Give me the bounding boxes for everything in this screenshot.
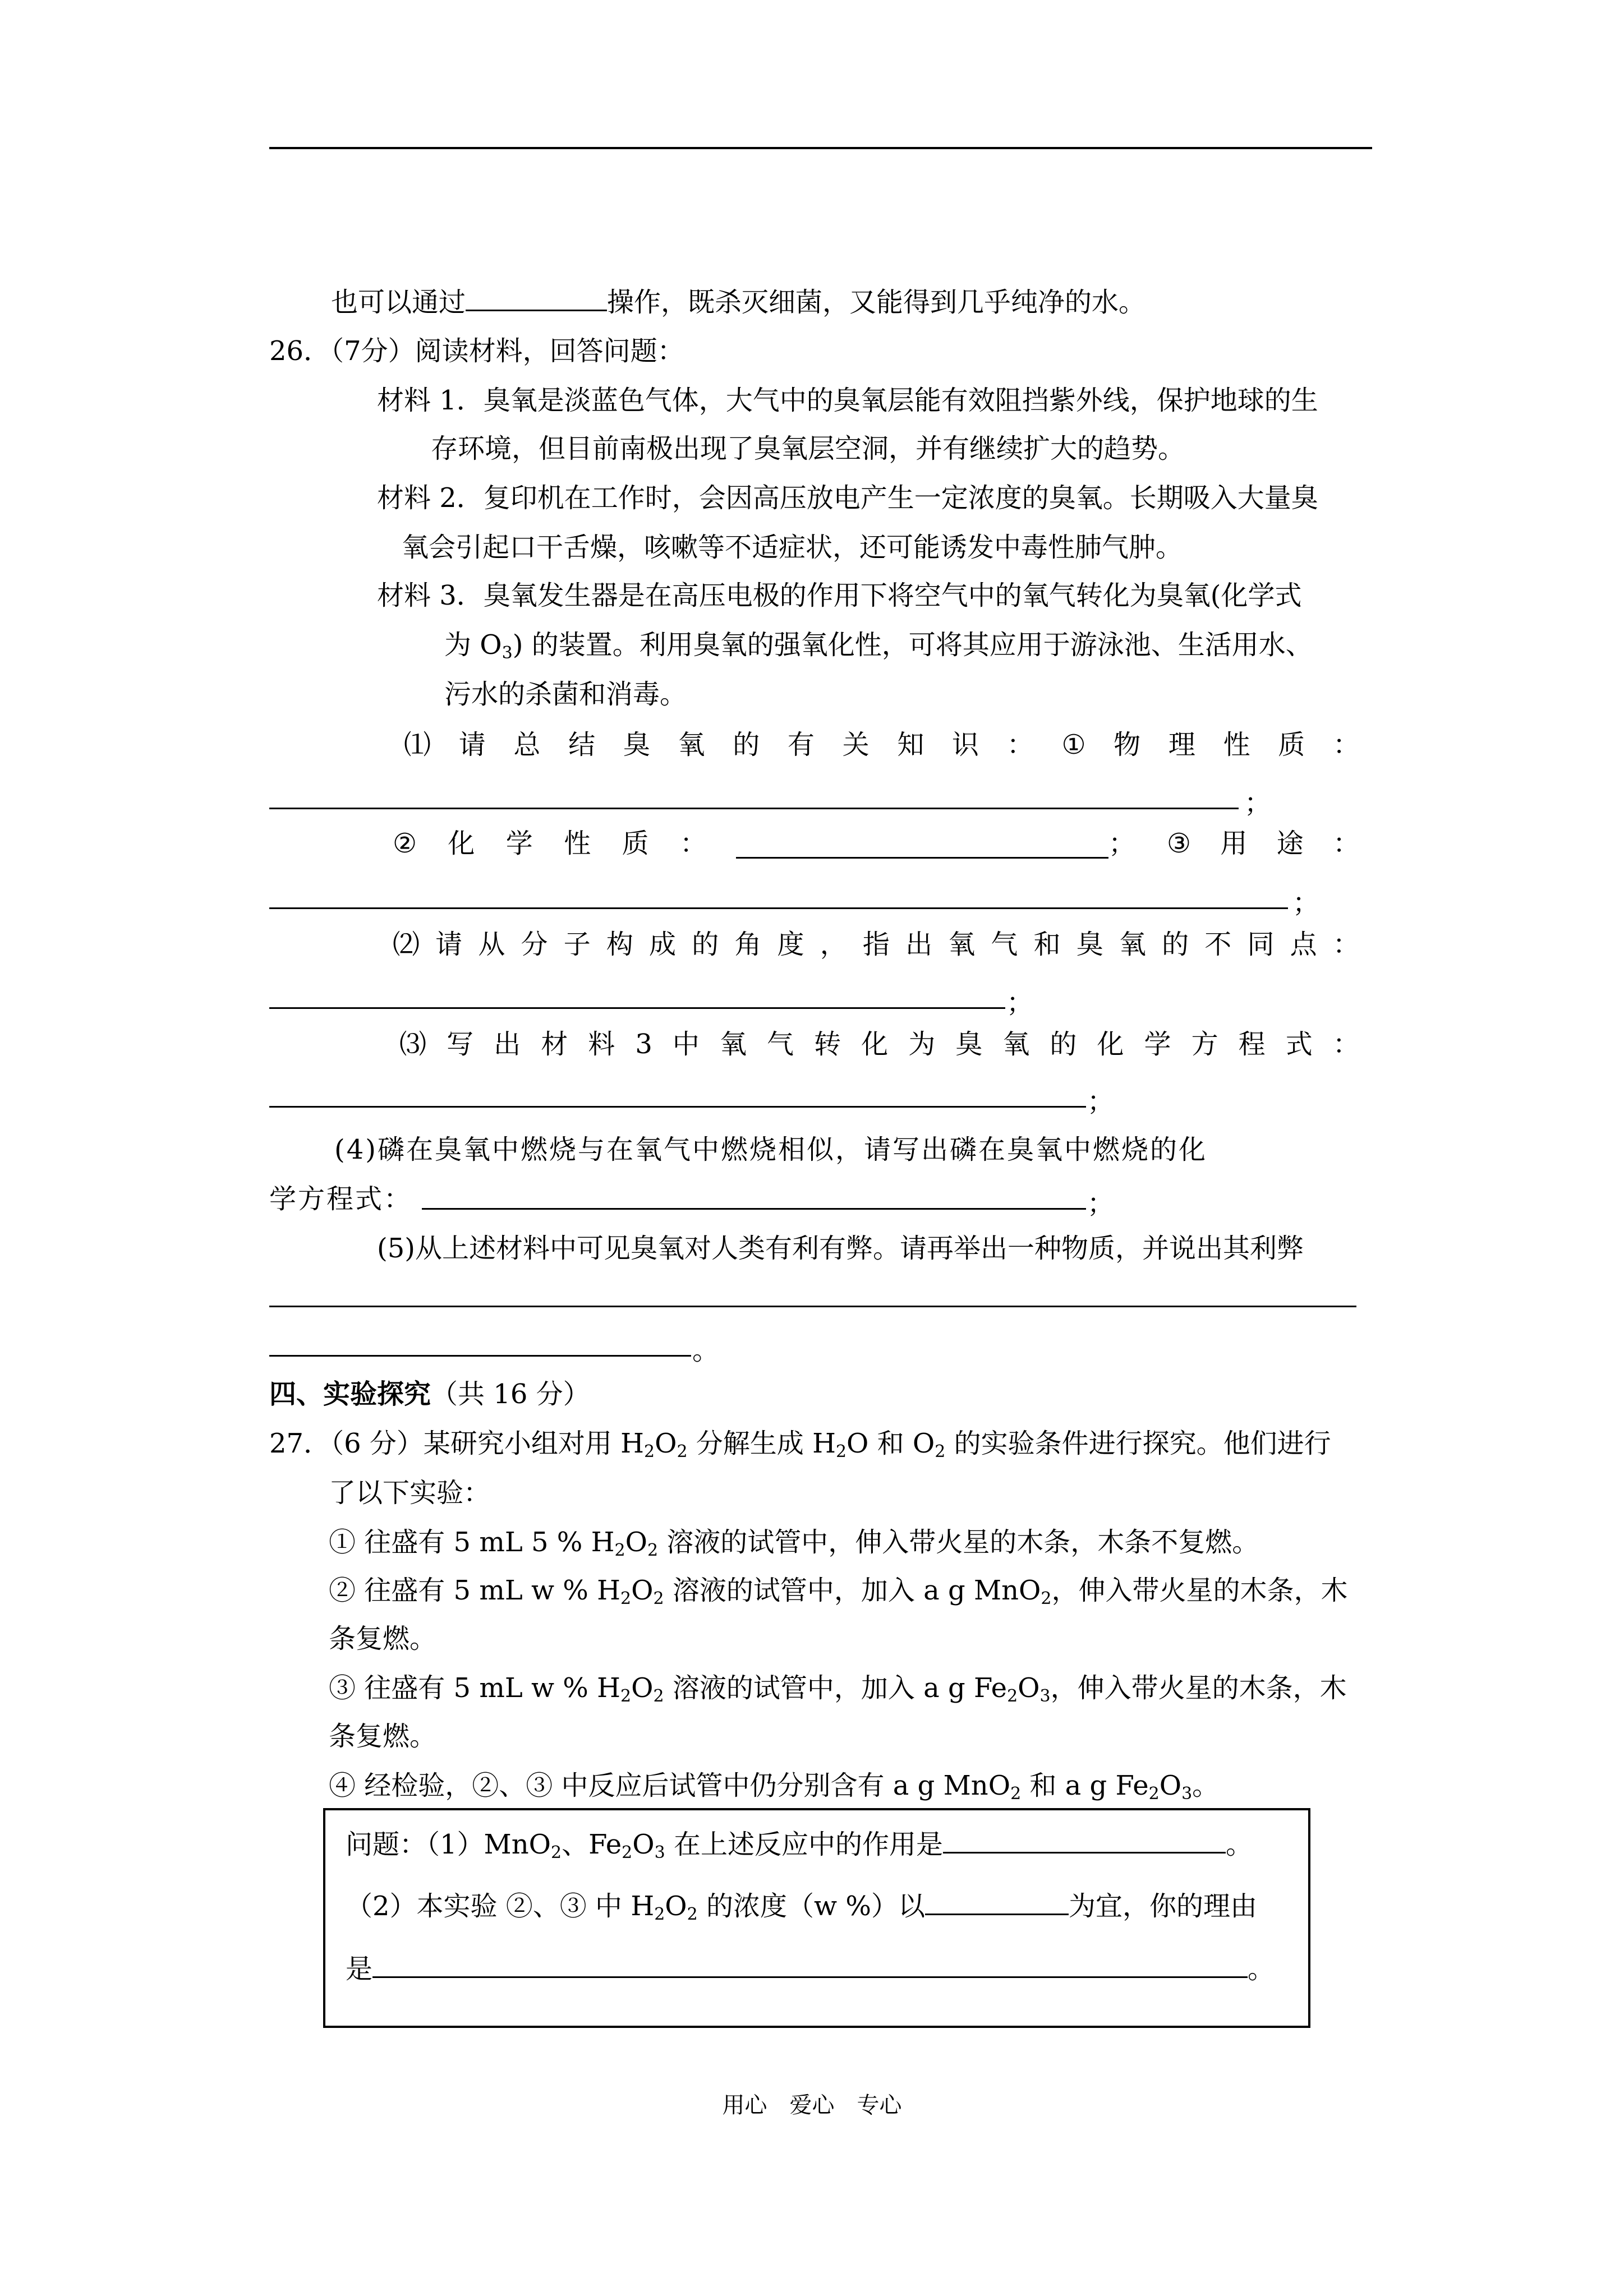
answer-line[interactable] [269, 808, 1239, 809]
text: 操作，既杀灭细菌，又能得到几乎纯净的水。 [607, 287, 1146, 318]
char: ： [1006, 729, 1034, 760]
char: 指 [862, 929, 890, 960]
char: ： [1332, 1029, 1360, 1060]
sub-question-1 [404, 729, 1360, 760]
char: 识 [952, 729, 979, 760]
char: 途 [1276, 828, 1304, 859]
char: 氧 [1119, 929, 1146, 960]
char: ： [1332, 729, 1360, 760]
material-1-line-2: 存环境，但目前南极出现了臭氧层空洞，并有继续扩大的趋势。 [431, 433, 1185, 464]
material-3-line-3: 污水的杀菌和消毒。 [444, 679, 687, 710]
char: 的 [733, 729, 760, 760]
char: 学 [1144, 1029, 1171, 1060]
char: 氧 [678, 729, 705, 760]
box-question-2-cont: 是 。 [346, 1952, 1275, 1985]
answer-line[interactable] [269, 907, 1288, 909]
char: 学 [505, 828, 533, 859]
char: 的 [1050, 1029, 1077, 1060]
char: 化 [861, 1029, 889, 1060]
char: 从 [478, 929, 505, 960]
char: 氧 [719, 1029, 747, 1060]
char: ， [820, 929, 847, 960]
char: 理 [1168, 729, 1195, 760]
char: 氧 [948, 929, 976, 960]
char: 3 [635, 1029, 652, 1060]
answer-line[interactable] [269, 1306, 1356, 1307]
char: 氧 [1002, 1029, 1030, 1060]
material-1-line-1: 材料 1．臭氧是淡蓝色气体，大气中的臭氧层能有效阻挡紫外线，保护地球的生 [377, 385, 1318, 416]
char: 转 [814, 1029, 841, 1060]
char: 性 [564, 828, 591, 859]
answer-blank[interactable] [466, 285, 607, 311]
material-2-line-2: 氧会引起口干舌燥，咳嗽等不适症状，还可能诱发中毒性肺气肿。 [402, 532, 1183, 563]
char: 分 [521, 929, 548, 960]
box-question-2: （2）本实验 ②、③ 中 $H_2O_2$ 的浓度（w %）以 为宜，你的理由 [346, 1889, 1257, 1922]
char: 角 [734, 929, 762, 960]
char: 成 [649, 929, 677, 960]
answer-line[interactable] [422, 1208, 1086, 1210]
char: 化 [1097, 1029, 1124, 1060]
semicolon: ； [1108, 828, 1136, 859]
char: ： [1332, 929, 1360, 960]
semicolon: ； [1244, 787, 1272, 819]
answer-blank[interactable] [372, 1952, 1248, 1978]
experiment-4: ④ 经检验，②、③ 中反应后试管中仍分别含有 a g MnO$_2$ 和 a g $Fe_2O_3$。 [329, 1770, 1220, 1804]
char: 程 [1238, 1029, 1266, 1060]
period: 。 [692, 1335, 720, 1366]
char: 有 [787, 729, 815, 760]
sub-question-5: (5)从上述材料中可见臭氧对人类有利有弊。请再举出一种物质，并说出其利弊 [377, 1233, 1304, 1264]
char: 气 [991, 929, 1018, 960]
char: 中 [672, 1029, 700, 1060]
box-question-1: 问题：（1）MnO$_2$、$Fe_2O_3$ 在上述反应中的作用是 。 [346, 1827, 1253, 1860]
char: 写 [447, 1029, 474, 1060]
question-27-line-2: 了以下实验： [329, 1477, 491, 1509]
char: 物 [1114, 729, 1141, 760]
sub-question-4-line-2: 学方程式： [269, 1183, 413, 1215]
char: ⑴ [404, 729, 431, 760]
char: ⑶ [399, 1029, 427, 1060]
answer-line[interactable] [269, 1355, 691, 1357]
char: 材 [541, 1029, 568, 1060]
char: 点 [1290, 929, 1317, 960]
char: 化 [448, 828, 475, 859]
char: ⑵ [393, 929, 420, 960]
text-line [331, 285, 1145, 318]
char: ③ [1167, 828, 1191, 859]
char: 气 [767, 1029, 794, 1060]
header-rule [269, 147, 1372, 149]
experiment-2: ② 往盛有 5 mL w % $H_2O_2$ 溶液的试管中，加入 a g MnO$_2$，伸入带火星的木条，木 [329, 1575, 1348, 1608]
char: 性 [1223, 729, 1250, 760]
experiment-3: ③ 往盛有 5 mL w % $H_2O_2$ 溶液的试管中，加入 a g $Fe_2O_3$，伸入带火星的木条，木 [329, 1672, 1347, 1706]
sub-question-3 [399, 1029, 1360, 1060]
char: 质 [622, 828, 649, 859]
char: 方 [1191, 1029, 1218, 1060]
char: ① [1061, 729, 1086, 760]
answer-line[interactable] [736, 857, 1108, 859]
char: 请 [435, 929, 463, 960]
char: 请 [458, 729, 486, 760]
semicolon: ； [1006, 987, 1034, 1018]
char: 度 [777, 929, 804, 960]
char: 用 [1220, 828, 1248, 859]
char: 出 [494, 1029, 521, 1060]
question-box [323, 1808, 1310, 2028]
char: 关 [842, 729, 869, 760]
char: ： [1332, 828, 1360, 859]
char: 质 [1278, 729, 1305, 760]
char: 总 [513, 729, 541, 760]
question-27-line-1: 27．（6 分）某研究小组对用 $H_2O_2$ 分解生成 $H_2O$ 和 $O_2$ 的实验条件进行探究。他们进行 [269, 1428, 1331, 1461]
char: ： [679, 828, 707, 859]
material-2-line-1: 材料 2．复印机在工作时，会因高压放电产生一定浓度的臭氧。长期吸入大量臭 [377, 482, 1318, 514]
sub-question-2 [393, 929, 1360, 960]
char: 臭 [955, 1029, 983, 1060]
semicolon: ； [1087, 1188, 1115, 1219]
section-score: （共 16 分） [431, 1378, 590, 1410]
char: 式 [1285, 1029, 1313, 1060]
answer-line[interactable] [269, 1106, 1086, 1108]
char: 结 [568, 729, 596, 760]
semicolon: ； [1087, 1086, 1115, 1117]
page-footer: 用心 爱心 专心 [722, 2092, 902, 2118]
char: 同 [1247, 929, 1275, 960]
experiment-2-cont: 条复燃。 [329, 1623, 437, 1654]
answer-blank[interactable] [943, 1827, 1226, 1854]
char: 和 [1033, 929, 1061, 960]
semicolon: ； [1292, 887, 1320, 919]
experiment-3-cont: 条复燃。 [329, 1721, 437, 1752]
char: 不 [1204, 929, 1232, 960]
char: 为 [908, 1029, 936, 1060]
char: 的 [1162, 929, 1189, 960]
answer-line[interactable] [269, 1007, 1005, 1009]
char: 臭 [623, 729, 650, 760]
char: 臭 [1076, 929, 1103, 960]
text: 也可以通过 [331, 287, 466, 318]
material-3-line-2: 为 $O_3$) 的装置。利用臭氧的强氧化性，可将其应用于游泳池、生活用水、 [444, 629, 1313, 663]
sub-question-4-line-1: (4)磷在臭氧中燃烧与在氧气中燃烧相似，请写出磷在臭氧中燃烧的化 [334, 1134, 1207, 1165]
char: 出 [905, 929, 933, 960]
answer-blank[interactable] [925, 1889, 1069, 1915]
char: 子 [563, 929, 591, 960]
char: 的 [692, 929, 719, 960]
experiment-1: ① 往盛有 5 mL 5 % $H_2O_2$ 溶液的试管中，伸入带火星的木条，木条不复燃。 [329, 1527, 1259, 1560]
char: 料 [588, 1029, 615, 1060]
section-4-heading [269, 1378, 590, 1410]
material-3-line-1: 材料 3．臭氧发生器是在高压电极的作用下将空气中的氧气转化为臭氧(化学式 [377, 580, 1302, 611]
char: 构 [606, 929, 633, 960]
question-26-title: 26．（7分）阅读材料，回答问题： [269, 335, 684, 367]
section-title: 四、实验探究 [269, 1378, 431, 1410]
char: ② [393, 828, 417, 859]
char: 知 [897, 729, 924, 760]
